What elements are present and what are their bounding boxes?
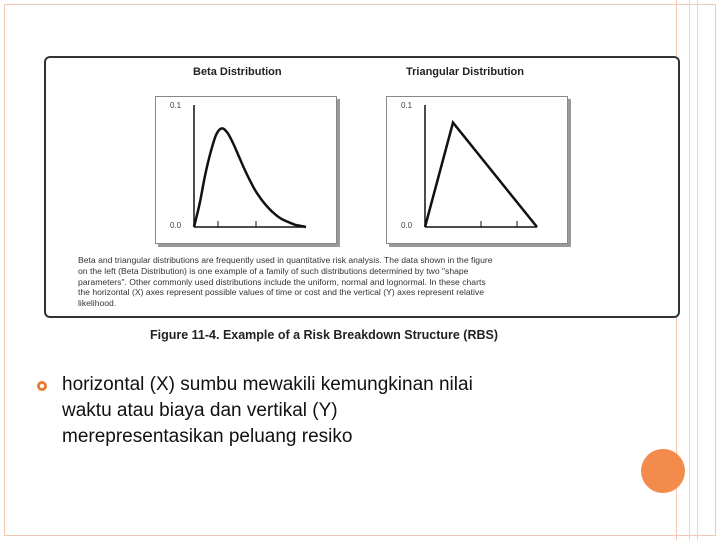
caption-line: the horizontal (X) axes represent possible values of time or cost and the vertical (Y) axes represent relative [78, 287, 485, 298]
bullet-line: merepresentasikan peluang resiko [62, 426, 353, 447]
figure-caption [78, 255, 638, 309]
bullet-text [62, 372, 622, 450]
caption-line: parameters". Other commonly used distributions include the uniform, normal and lognormal. In these charts [78, 276, 486, 287]
slide-border-line [689, 0, 690, 540]
beta-series-line [194, 128, 306, 227]
triangular-chart-title: Triangular Distribution [406, 66, 524, 78]
beta-ytick-top: 0.1 [170, 101, 182, 110]
slide-border-strip [676, 0, 720, 540]
caption-line: on the left (Beta Distribution) is one example of a family of such distributions determined by two "shape [78, 265, 469, 276]
triangular-ytick-top: 0.1 [401, 101, 413, 110]
bullet-line: horizontal (X) sumbu mewakili kemungkinan nilai [62, 374, 473, 395]
triangular-chart-box [386, 96, 568, 244]
beta-chart-title: Beta Distribution [193, 66, 282, 78]
figure-label: Figure 11-4. Example of a Risk Breakdown Structure (RBS) [150, 328, 499, 342]
beta-chart-svg [156, 97, 336, 243]
beta-ytick-bottom: 0.0 [170, 221, 182, 230]
beta-chart-box [155, 96, 337, 244]
caption-line: Beta and triangular distributions are frequently used in quantitative risk analysis. The data shown in the figure [78, 255, 493, 265]
triangular-series-line [425, 123, 537, 227]
decorative-circle [641, 449, 685, 493]
bullet-icon [37, 381, 47, 391]
triangular-chart-svg [387, 97, 567, 243]
caption-line: likelihood. [78, 298, 117, 309]
triangular-ytick-bottom: 0.0 [401, 221, 413, 230]
bullet-line: waktu atau biaya dan vertikal (Y) [62, 400, 338, 421]
slide-border-line [697, 0, 698, 540]
